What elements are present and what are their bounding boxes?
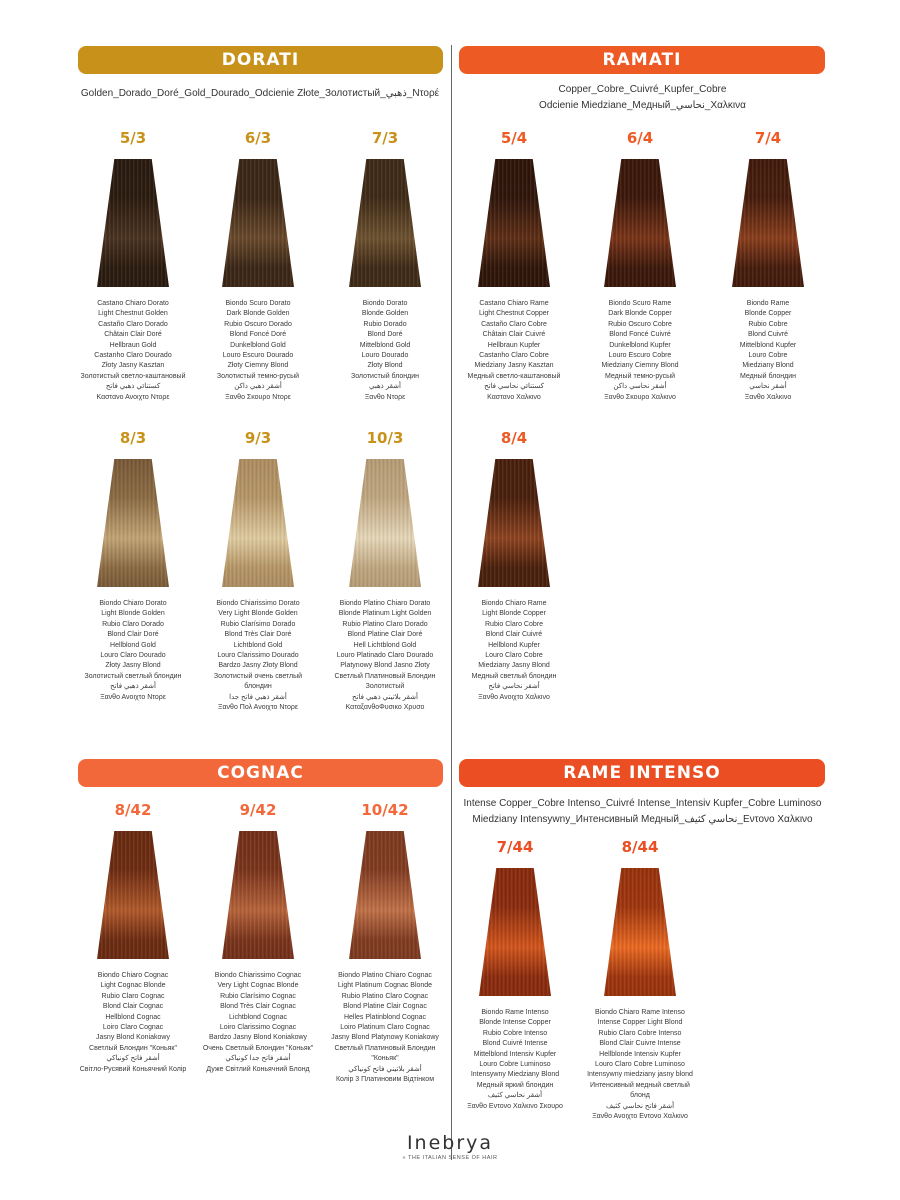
description-line: Hellblonde Intensiv Kupfer: [599, 1050, 681, 1058]
description-line: أشقر بلاتيني فاتح كونياكي: [348, 1065, 422, 1073]
shade-swatch: [73, 799, 193, 1075]
description-line: Золотистый очень светлый: [213, 672, 303, 680]
description-line: أشقر فاتح كونياكي: [106, 1055, 160, 1063]
logo-tagline: » THE ITALIAN SENSE OF HAIR: [402, 1155, 498, 1161]
description-line: Blonde Golden: [361, 310, 409, 318]
description-line: Rubio Claro Cobre Intenso: [598, 1029, 682, 1037]
description-line: Light Cognac Blonde: [100, 982, 166, 990]
description-line: أشقر ذهبي فاتح: [110, 683, 156, 691]
description-line: Castanho Claro Cobre: [479, 352, 549, 360]
description-line: Złoty Jasny Blond: [105, 662, 161, 670]
description-line: Медный светлый блондин: [471, 672, 557, 680]
description-line: блонд: [630, 1092, 650, 1100]
description-line: أشقر بلاتيني ذهبي فاتح: [352, 693, 418, 701]
description-line: Медный светло-каштановый: [467, 372, 561, 380]
subtitle-line: Golden_Dorado_Doré_Gold_Dourado_Odcienie Złote_Золотистый_ذهبي_Ντορέ: [80, 88, 440, 99]
description-line: Light Chestnut Golden: [98, 310, 168, 318]
description-line: Светлый Блондин "Коньяк": [89, 1044, 177, 1052]
description-line: أشقر فاتح جدا كونياكي: [225, 1055, 291, 1063]
shade-description: [708, 299, 828, 403]
description-line: Louro Claro Cobre: [485, 652, 543, 660]
description-line: Castano Chiaro Rame: [479, 300, 549, 307]
subtitle-line: Miedziany Intensywny_Интенсивный Медный_نحاسي كثيف_Εντονο Χαλκινο: [472, 814, 813, 825]
description-line: Złoty Blond: [367, 362, 403, 370]
shade-description: [198, 599, 318, 713]
hair-swatch-image: [604, 159, 676, 287]
hair-swatch-image: [222, 459, 294, 587]
description-line: Ξανθο Ανοιχτο Χαλκινο: [478, 693, 550, 701]
description-line: Hellblond Gold: [110, 641, 156, 649]
description-line: Biondo Chiarissimo Dorato: [216, 600, 300, 607]
description-line: Biondo Chiaro Rame: [481, 600, 547, 607]
description-line: Золотистый светлый блондин: [84, 672, 182, 680]
description-line: Dark Blonde Copper: [608, 310, 672, 318]
description-line: Светлый Платиновый Блондин: [334, 672, 436, 680]
description-line: Intensywny Miedziany Blond: [470, 1071, 560, 1079]
shade-code: 8/42: [114, 801, 152, 819]
shade-description: [325, 971, 445, 1085]
description-line: Hellblond Kupfer: [488, 641, 540, 649]
description-line: Louro Escuro Dourado: [222, 352, 294, 360]
description-line: Rubio Dorado: [363, 320, 407, 328]
description-line: Louro Cobre: [748, 352, 788, 360]
brand-logo: [380, 1132, 520, 1161]
shade-description: [325, 599, 445, 713]
shade-description: [454, 299, 574, 403]
description-line: Blond Platine Clair Cognac: [343, 1003, 427, 1011]
section-title: COGNAC: [217, 763, 304, 783]
shade-code: 9/3: [244, 429, 272, 447]
description-line: Медный блондин: [740, 372, 796, 380]
description-line: Blond Cuivré: [747, 331, 789, 339]
description-line: блондин: [244, 683, 272, 691]
description-line: Ξανθο Ανοιχτο Ντορε: [100, 693, 166, 701]
section-header-ramati: [459, 46, 825, 74]
description-line: Медный темно-русый: [604, 372, 676, 380]
description-line: Jasny Blond Platynowy Koniakowy: [331, 1034, 439, 1042]
description-line: Biondo Chiaro Rame Intenso: [595, 1009, 685, 1016]
description-line: Louro Platinado Claro Dourado: [336, 652, 434, 660]
description-line: Интенсивный медный светлый: [590, 1081, 690, 1089]
description-line: Медный яркий блондин: [476, 1081, 554, 1089]
description-line: Золотистый блондин: [350, 372, 420, 380]
shade-code: 8/3: [119, 429, 147, 447]
description-line: Ξανθο Πολ Ανοιχτο Ντορε: [217, 704, 299, 712]
description-line: Очень Светлый Блондин "Коньяк": [202, 1044, 314, 1052]
description-line: Hellbraun Gold: [109, 341, 157, 349]
hair-swatch-image: [604, 868, 676, 996]
shade-description: [73, 971, 193, 1075]
description-line: Hell Lichtblond Gold: [353, 641, 417, 649]
shade-code: 10/42: [361, 801, 409, 819]
description-line: Châtain Clair Cuivré: [482, 331, 546, 339]
shade-swatch: [580, 127, 700, 403]
description-line: Blond Cuivré Intense: [482, 1040, 548, 1048]
description-line: Biondo Platino Chiaro Cognac: [338, 972, 432, 979]
description-line: Louro Dourado: [361, 352, 409, 360]
hair-swatch-image: [478, 159, 550, 287]
description-line: Rubio Cobre Intenso: [482, 1029, 548, 1037]
description-line: Blond Foncé Doré: [229, 331, 287, 339]
description-line: Platynowy Blond Jasno Złoty: [340, 662, 430, 670]
description-line: Jasny Blond Koniakowy: [96, 1034, 170, 1042]
hair-swatch-image: [222, 831, 294, 959]
shade-code: 10/3: [366, 429, 404, 447]
description-line: Miedziany Ciemny Blond: [601, 362, 679, 370]
shade-code: 5/3: [119, 129, 147, 147]
shade-swatch: [455, 836, 575, 1112]
description-line: Bardzo Jasny Złoty Blond: [218, 662, 298, 670]
description-line: Blond Très Clair Doré: [224, 631, 292, 639]
description-line: Loiro Platinum Claro Cognac: [340, 1024, 430, 1032]
description-line: Καστανο Ανοιχτο Ντορε: [96, 393, 170, 401]
shade-swatch: [198, 427, 318, 713]
shade-description: [454, 599, 574, 703]
description-line: Biondo Chiarissimo Cognac: [214, 972, 302, 979]
shade-code: 7/44: [496, 838, 534, 856]
description-line: Biondo Chiaro Dorato: [99, 600, 167, 607]
description-line: أشقر نحاسي: [749, 383, 787, 391]
shade-swatch: [325, 127, 445, 403]
hair-swatch-image: [349, 459, 421, 587]
subtitle-line: Copper_Cobre_Cuivré_Kupfer_Cobre: [558, 84, 727, 95]
shade-swatch: [73, 427, 193, 703]
description-line: Châtain Clair Doré: [104, 331, 162, 339]
logo-wordmark: Inebrya: [406, 1132, 494, 1154]
description-line: Biondo Scuro Dorato: [225, 300, 291, 307]
description-line: أشقر ذهبي: [369, 383, 401, 391]
shade-code: 6/3: [244, 129, 272, 147]
description-line: Loiro Clarissimo Cognac: [219, 1024, 297, 1032]
description-line: Miedziany Jasny Blond: [478, 662, 550, 670]
description-line: Blond Clair Cognac: [102, 1003, 164, 1011]
description-line: أشقر ذهبي داكن: [234, 383, 282, 391]
description-line: Biondo Rame Intenso: [481, 1009, 549, 1016]
description-line: Castano Chiaro Dorato: [97, 300, 169, 307]
description-line: Louro Escuro Cobre: [608, 352, 672, 360]
hair-swatch-image: [222, 159, 294, 287]
description-line: Золотистый светло-каштановый: [80, 372, 186, 380]
shade-code: 5/4: [500, 129, 528, 147]
description-line: Rubio Oscuro Dorado: [224, 320, 292, 328]
description-line: Blond Clair Doré: [107, 631, 159, 639]
description-line: Rubio Platino Claro Dorado: [342, 620, 428, 628]
description-line: أشقر فاتح نحاسي كثيف: [605, 1102, 675, 1110]
description-line: Blond Clair Cuivré: [485, 631, 543, 639]
description-line: Biondo Dorato: [362, 300, 408, 307]
section-header-cognac: [78, 759, 443, 787]
description-line: كستنائي نحاسي فاتح: [484, 383, 544, 391]
section-subtitle-rame-intenso: [460, 796, 825, 828]
description-line: Rubio Platino Claro Cognac: [341, 992, 429, 1000]
description-line: Louro Claro Dourado: [100, 652, 166, 660]
description-line: Castanho Claro Dourado: [94, 352, 172, 360]
description-line: Castaño Claro Dorado: [98, 320, 168, 328]
shade-code: 8/4: [500, 429, 528, 447]
description-line: Ξανθο Εντονο Χαλκινο Σκουρο: [467, 1102, 563, 1110]
description-line: Light Chestnut Copper: [478, 310, 550, 318]
description-line: Rubio Clarísimo Dorado: [220, 620, 296, 628]
section-header-dorati: [78, 46, 443, 74]
description-line: أشقر نحاسي فاتح: [488, 683, 540, 691]
description-line: Blond Clair Cuivre Intense: [599, 1040, 681, 1048]
description-line: Blond Platine Clair Doré: [347, 631, 423, 639]
description-line: Rubio Clarísimo Cognac: [220, 992, 296, 1000]
column-divider: [451, 45, 452, 1160]
description-line: Helles Platinblond Cognac: [343, 1013, 427, 1021]
description-line: Louro Cobre Luminoso: [479, 1061, 551, 1069]
shade-description: [580, 1008, 700, 1122]
description-line: Light Blonde Copper: [482, 610, 546, 618]
description-line: Blonde Copper: [744, 310, 792, 318]
description-line: Loiro Claro Cognac: [102, 1024, 164, 1032]
description-line: Blond Doré: [367, 331, 403, 339]
shade-code: 7/3: [371, 129, 399, 147]
hair-swatch-image: [97, 459, 169, 587]
description-line: Rubio Claro Cobre: [485, 620, 543, 628]
description-line: "Коньяк": [371, 1055, 399, 1063]
shade-swatch: [198, 127, 318, 403]
shade-swatch: [325, 799, 445, 1085]
description-line: Mittelblond Kupfer: [739, 341, 797, 349]
shade-description: [455, 1008, 575, 1112]
description-line: Dunkelblond Kupfer: [609, 341, 671, 349]
hair-swatch-image: [478, 459, 550, 587]
section-header-rame-intenso: [459, 759, 825, 787]
description-line: Very Light Blonde Golden: [218, 610, 298, 618]
shade-code: 9/42: [239, 801, 277, 819]
description-line: Louro Clarissimo Dourado: [217, 652, 299, 660]
description-line: Ξανθο Σκουρο Χαλκινο: [604, 393, 676, 401]
description-line: Hellblond Cognac: [105, 1013, 161, 1021]
description-line: Intensywny miedziany jasny blond: [587, 1071, 693, 1079]
shade-description: [325, 299, 445, 403]
description-line: أشقر نحاسي داكن: [613, 383, 667, 391]
hair-swatch-image: [97, 159, 169, 287]
description-line: Hellbraun Kupfer: [487, 341, 541, 349]
description-line: Rubio Oscuro Cobre: [608, 320, 672, 328]
description-line: Світло-Русявий Коньячний Колір: [79, 1065, 187, 1073]
description-line: Castaño Claro Cobre: [481, 320, 547, 328]
shade-description: [73, 299, 193, 403]
shade-description: [73, 599, 193, 703]
description-line: Lichtblond Gold: [233, 641, 283, 649]
section-subtitle-dorati: [60, 86, 460, 102]
section-title: RAME INTENSO: [563, 763, 721, 783]
shade-description: [198, 971, 318, 1075]
description-line: Biondo Scuro Rame: [608, 300, 672, 307]
description-line: Blond Foncé Cuivré: [609, 331, 671, 339]
description-line: Light Platinum Cognac Blonde: [337, 982, 433, 990]
description-line: Rubio Claro Dorado: [102, 620, 164, 628]
description-line: Blond Très Clair Cognac: [220, 1003, 296, 1011]
description-line: أشقر نحاسي كثيف: [487, 1092, 543, 1100]
description-line: Blonde Intense Copper: [479, 1019, 551, 1027]
description-line: كستنائي ذهبي فاتح: [105, 383, 161, 391]
description-line: Lichtblond Cognac: [229, 1013, 287, 1021]
hair-swatch-image: [97, 831, 169, 959]
description-line: Blonde Platinum Light Golden: [338, 610, 432, 618]
description-line: Miedziany Blond: [742, 362, 794, 370]
section-title: RAMATI: [602, 50, 682, 70]
description-line: أشقر ذهبي فاتح جدا: [229, 693, 287, 701]
description-line: Ξανθο Ντορε: [364, 393, 406, 401]
hair-swatch-image: [349, 159, 421, 287]
shade-swatch: [325, 427, 445, 713]
hair-swatch-image: [349, 831, 421, 959]
description-line: Złoty Ciemny Blond: [227, 362, 289, 370]
shade-swatch: [73, 127, 193, 403]
description-line: Ξανθο Χαλκινο: [744, 393, 792, 401]
section-subtitle-ramati: [460, 82, 825, 114]
description-line: Светлый Платиновый Блондин: [334, 1044, 436, 1052]
shade-swatch: [708, 127, 828, 403]
shade-swatch: [454, 127, 574, 403]
description-line: Bardzo Jasny Blond Koniakowy: [208, 1034, 308, 1042]
description-line: Καστανο Χαλκινο: [487, 393, 541, 401]
shade-swatch: [198, 799, 318, 1075]
shade-swatch: [454, 427, 574, 703]
shade-code: 8/44: [621, 838, 659, 856]
description-line: Колір 3 Платиновим Відтінком: [335, 1076, 435, 1084]
description-line: Mittelblond Gold: [359, 341, 411, 349]
description-line: Золотистый: [365, 683, 405, 691]
hair-swatch-image: [479, 868, 551, 996]
description-line: Louro Claro Cobre Luminoso: [595, 1061, 685, 1069]
description-line: Золотистый темно-русый: [216, 372, 300, 380]
shade-swatch: [580, 836, 700, 1122]
description-line: ΚαταξανθοΦυσικο Χρυσο: [345, 704, 425, 712]
description-line: Biondo Chiaro Cognac: [97, 972, 169, 979]
hair-swatch-image: [732, 159, 804, 287]
description-line: Ξανθο Ανοιχτο Εντονο Χαλκινο: [592, 1113, 688, 1121]
description-line: Rubio Claro Cognac: [101, 992, 165, 1000]
section-title: DORATI: [221, 50, 300, 70]
description-line: Дуже Світлий Коньячний Блонд: [206, 1065, 310, 1073]
description-line: Dunkelblond Gold: [230, 341, 286, 349]
shade-code: 7/4: [754, 129, 782, 147]
description-line: Mittelblond Intensiv Kupfer: [473, 1050, 557, 1058]
description-line: Rubio Cobre: [748, 320, 788, 328]
subtitle-line: Odcienie Miedziane_Медный_نحاسي_Χαλκινα: [539, 100, 746, 111]
shade-description: [580, 299, 700, 403]
shade-description: [198, 299, 318, 403]
description-line: Złoty Jasny Kasztan: [101, 362, 165, 370]
description-line: Light Blonde Golden: [101, 610, 165, 618]
description-line: Biondo Rame: [746, 300, 790, 307]
description-line: Dark Blonde Golden: [226, 310, 290, 318]
description-line: Ξανθο Σκουρο Ντορε: [225, 393, 291, 401]
subtitle-line: Intense Copper_Cobre Intenso_Cuivré Intense_Intensiv Kupfer_Cobre Luminoso: [463, 798, 822, 809]
shade-code: 6/4: [626, 129, 654, 147]
description-line: Intense Copper Light Blond: [597, 1019, 683, 1027]
description-line: Miedziany Jasny Kasztan: [474, 362, 554, 370]
description-line: Biondo Platino Chiaro Dorato: [339, 600, 431, 607]
description-line: Very Light Cognac Blonde: [217, 982, 299, 990]
